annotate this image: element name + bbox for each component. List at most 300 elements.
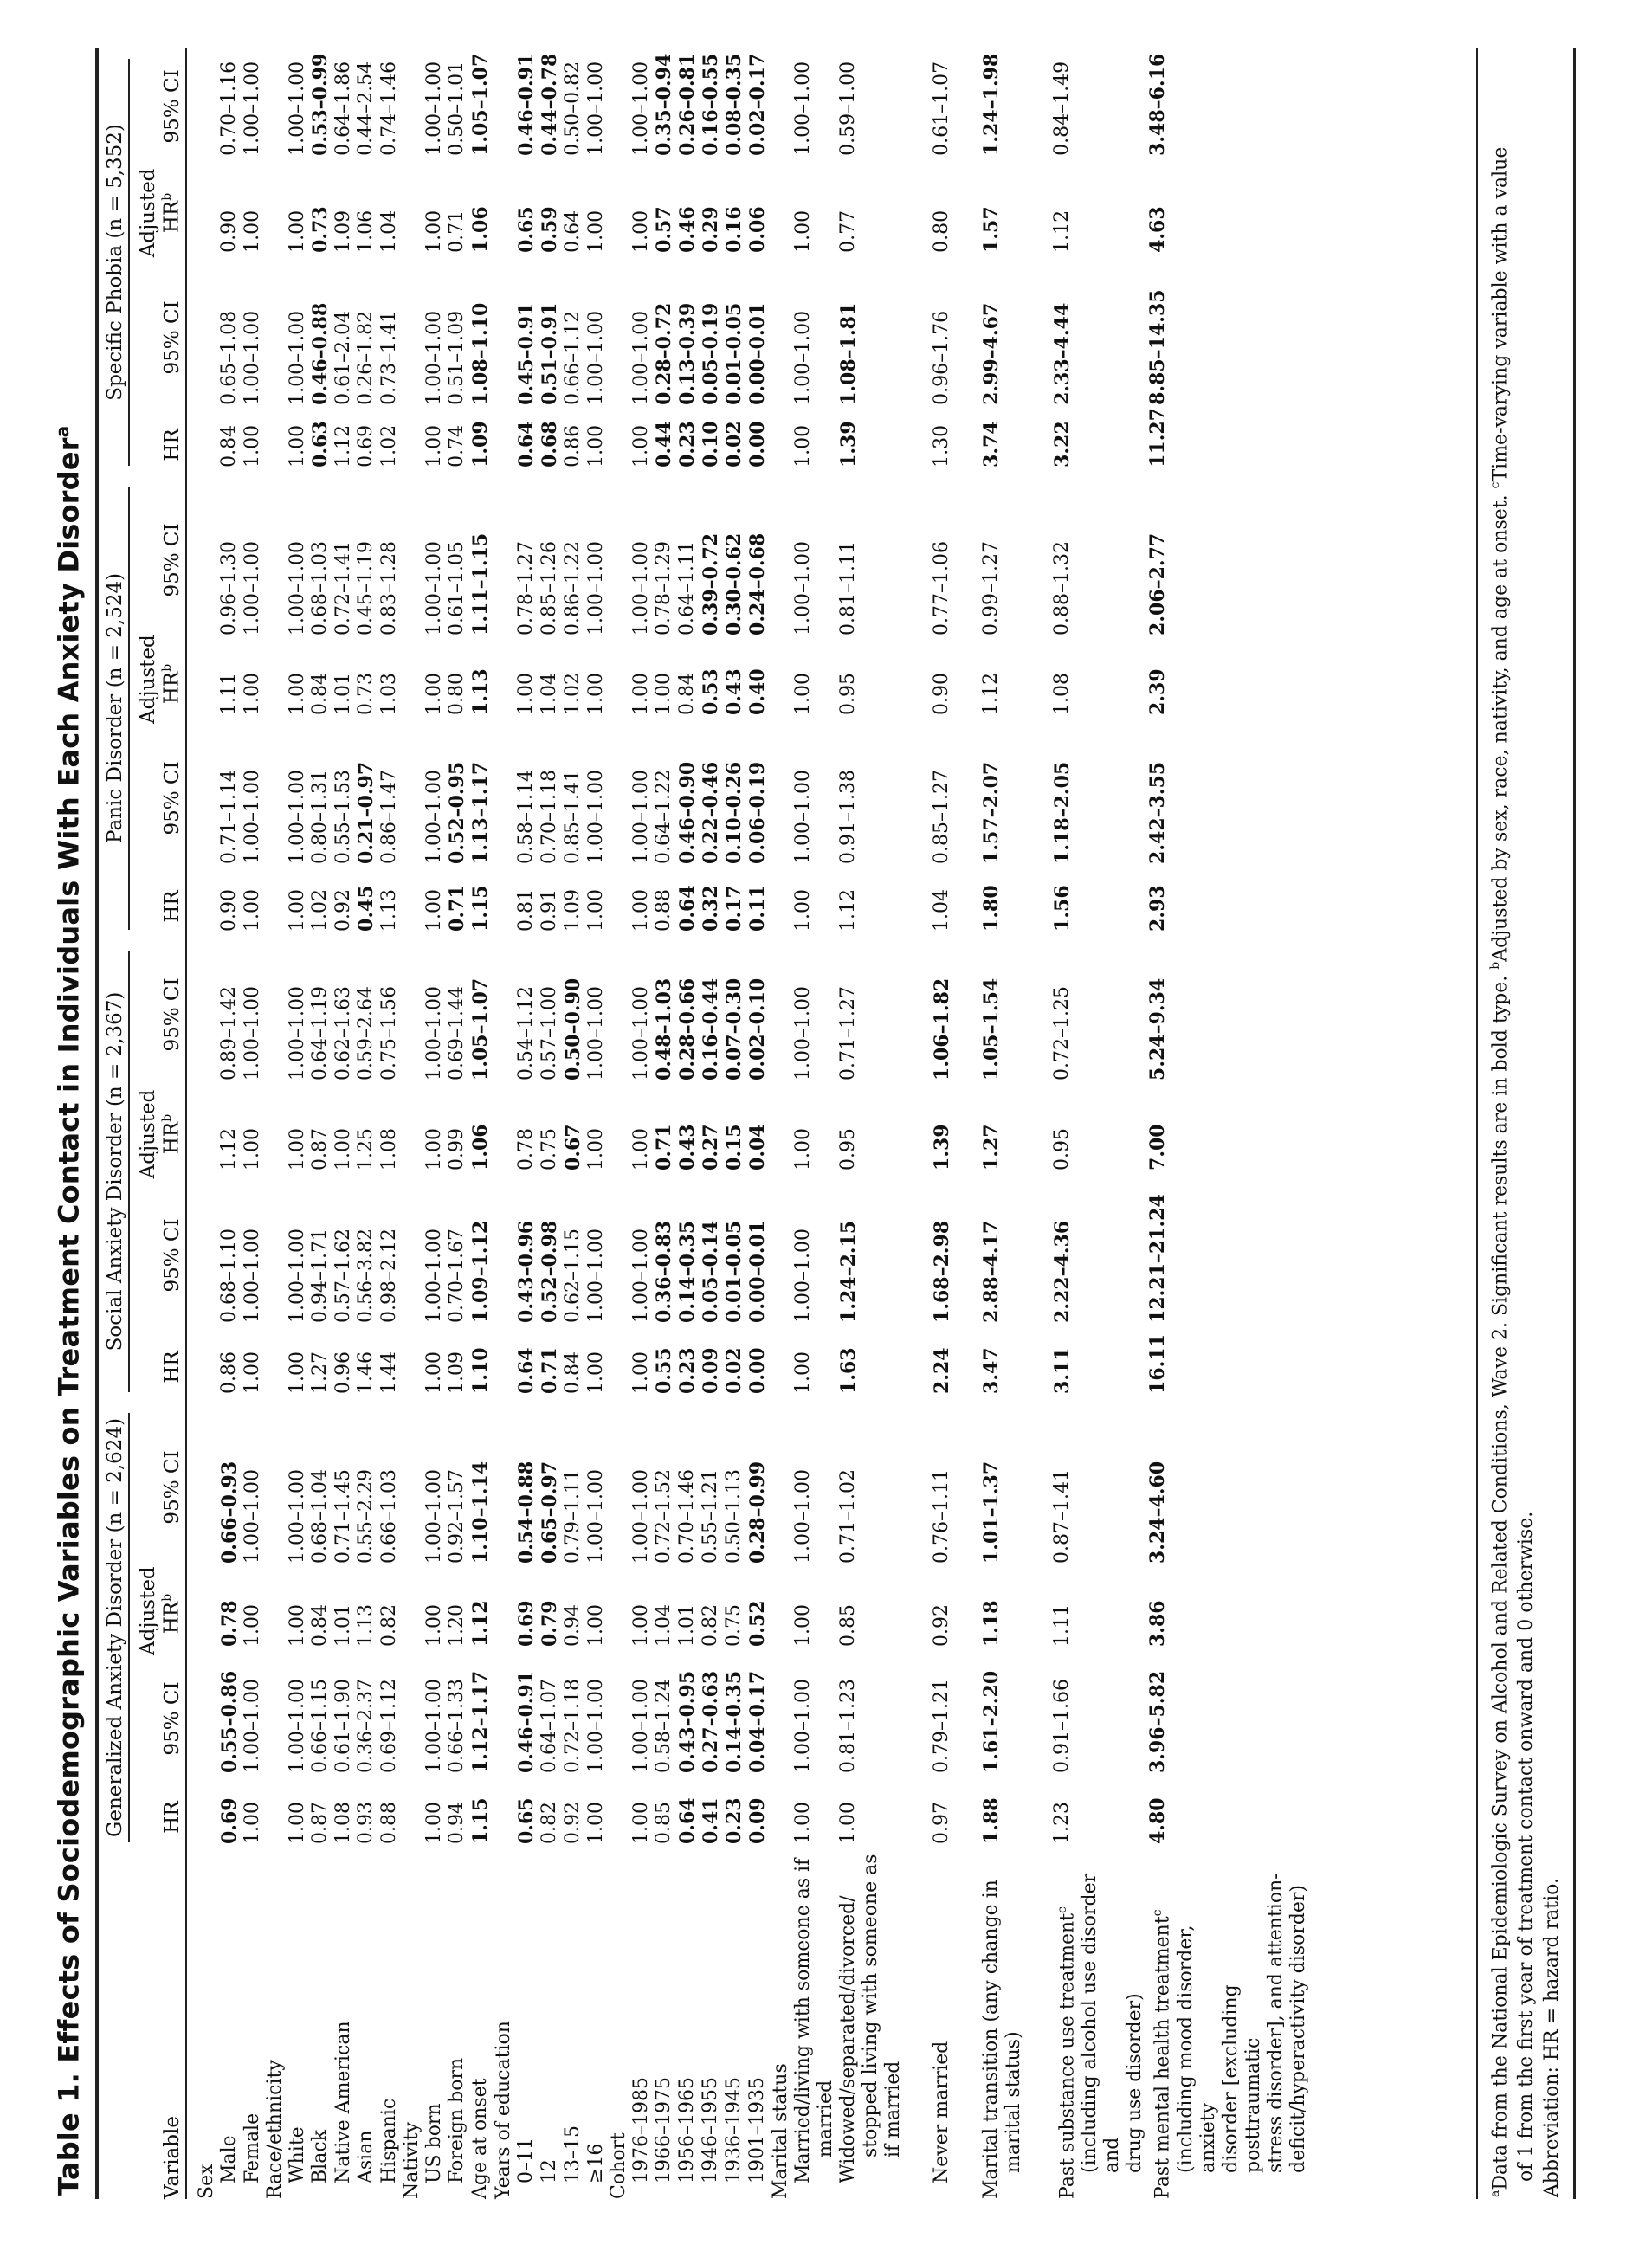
empty-cell [770,1655,792,1782]
empty-cell [493,476,515,644]
ci-value: 0.81–1.11 [837,540,859,635]
ci-value: 0.46–0.91 [515,1670,538,1773]
ci-value: 0.45–0.91 [515,302,538,405]
hr-value: 1.44 [378,1351,400,1394]
empty-cell [186,1179,218,1332]
hr-value: 1.00 [242,672,263,715]
ci-value: 1.24–2.15 [837,1220,860,1323]
column-header-adjusted-hr: Adjusted HR$^b$ [130,644,186,724]
empty-cell [608,1572,630,1655]
ci-value: 0.28–0.99 [746,1461,769,1564]
empty-cell [401,940,423,1089]
empty-cell [264,873,287,940]
hr-value: 1.00 [630,888,652,932]
empty-cell [264,1403,287,1572]
table-row [309,48,332,2199]
column-header-ci: 95% CI [130,261,186,414]
hr-value: 1.00 [242,888,263,932]
hr-value: 0.88 [378,1802,400,1844]
empty-cell [264,940,287,1089]
hr-value: 0.69 [355,424,377,468]
hr-value: 0.64 [676,885,699,932]
column-header-ci: 95% CI [130,1655,186,1782]
hr-value: 0.97 [931,1802,952,1844]
empty-cell [264,476,287,644]
row-label: Widowed/separated/divorced/ stopped living with someone as if married [837,1854,904,2183]
hr-value: 1.00 [287,1351,308,1394]
hr-value: 0.85 [653,1802,674,1844]
ci-value: 0.98–2.12 [378,1229,400,1323]
table-row [837,48,905,2199]
hr-value: 16.11 [1146,1334,1170,1394]
hr-value: 1.56 [1051,885,1074,932]
hr-value: 0.00 [746,1347,769,1394]
ci-value: 0.36–2.37 [355,1679,377,1773]
ci-value: 0.57–1.62 [332,1229,354,1323]
ci-value: 3.24–4.60 [1146,1461,1170,1564]
hr-value: 0.90 [931,672,952,715]
hr-value: 0.02 [723,1347,745,1394]
table-row [723,48,746,2199]
column-header-adjusted-ci: 95% CI [130,1403,186,1572]
hr-value: 0.78 [218,1600,241,1647]
empty-cell [186,940,218,1089]
ci-value: 1.09–1.12 [469,1220,492,1323]
empty-cell [608,644,630,724]
hr-value: 1.00 [287,210,308,253]
hr-value: 0.71 [446,210,468,253]
ci-value: 0.05–0.19 [700,302,722,405]
row-label: 1956–1965 [676,2077,698,2183]
ci-value: 1.00–1.00 [585,61,607,156]
column-header-ci: 95% CI [130,724,186,873]
hr-value: 1.00 [585,1802,607,1844]
ci-value: 0.77–1.06 [931,540,952,635]
ci-value: 0.46–0.90 [676,761,699,864]
ci-value: 1.00–1.00 [287,310,308,405]
empty-cell [493,724,515,873]
ci-value: 0.16–0.44 [700,977,722,1080]
ci-value: 0.71–1.02 [837,1469,859,1564]
hr-value: 0.64 [515,1347,538,1394]
category-row [493,48,515,2199]
ci-value: 0.22–0.46 [700,761,722,864]
empty-cell [264,724,287,873]
empty-cell [186,1655,218,1782]
row-label: Nativity [401,2122,423,2199]
ci-value: 2.22–4.36 [1051,1220,1074,1323]
empty-cell [770,644,792,724]
row-label: White [287,2126,308,2183]
hr-value: 0.65 [515,1797,538,1844]
table-row [378,48,401,2199]
hr-value: 0.55 [653,1347,675,1394]
ci-value: 0.72–1.52 [653,1469,674,1564]
ci-value: 0.43–0.96 [515,1220,538,1323]
hr-value: 1.00 [423,888,445,932]
empty-cell [608,476,630,644]
column-header-adjusted-ci: 95% CI [130,940,186,1089]
empty-cell [186,164,218,261]
ci-value: 0.61–2.04 [332,310,354,405]
hr-value: 1.00 [242,210,263,253]
ci-value: 1.00–1.00 [423,1469,445,1564]
column-header-adjusted-hr: Adjusted HR$^b$ [130,164,186,261]
table-title-text: Table 1. Effects of Sociodemographic Variables on Treatment Contact in Individuals With Each Anxiety Disorder [52,437,86,2196]
hr-value: 1.00 [423,1604,445,1647]
hr-value: 0.80 [446,672,468,715]
hr-value: 0.68 [539,421,561,468]
empty-cell [608,940,630,1089]
empty-cell [264,1782,287,1853]
row-label: US born [423,2103,445,2183]
ci-value: 0.68–1.03 [309,540,331,635]
hr-value: 1.08 [332,1802,354,1844]
ci-value: 0.70–1.46 [676,1469,698,1564]
hr-value: 1.00 [332,1128,354,1171]
ci-value: 1.00–1.00 [630,1469,652,1564]
hr-value: 0.71 [446,885,468,932]
hr-value: 0.86 [562,424,584,468]
hr-value: 0.92 [332,888,354,932]
category-row [264,48,287,2199]
ci-value: 0.54–1.12 [515,986,537,1080]
ci-value: 0.50–0.82 [562,61,584,156]
ci-value: 1.00–1.00 [585,1229,607,1323]
empty-cell [186,1403,218,1572]
empty-cell [770,1782,792,1853]
empty-cell [608,1403,630,1572]
hr-value: 1.01 [332,1604,354,1647]
table-row [1025,48,1146,2199]
hr-value: 1.00 [792,424,814,468]
hr-value: 1.00 [423,424,445,468]
hr-value: 1.13 [469,668,492,715]
hr-value: 0.95 [837,672,859,715]
row-label: 13–15 [562,2125,584,2183]
ci-value: 1.00–1.00 [287,1679,308,1773]
empty-cell [264,1179,287,1332]
hr-value: 0.93 [355,1802,377,1844]
hr-value: 1.39 [837,421,860,468]
empty-cell [493,1332,515,1403]
hr-value: 0.67 [562,1124,584,1171]
empty-cell [493,1655,515,1782]
hr-value: 0.59 [539,206,561,253]
hr-value: 0.00 [746,421,769,468]
table-row [446,48,469,2199]
ci-value: 0.14–0.35 [676,1220,699,1323]
table-header [100,48,186,2199]
hr-value: 1.20 [446,1604,468,1647]
empty-cell [608,1179,630,1332]
hr-value: 0.43 [723,668,745,715]
hr-value: 0.74 [446,424,468,468]
ci-value: 0.24–0.68 [746,532,769,635]
hr-value: 1.00 [792,1802,814,1844]
hr-value: 1.00 [423,1802,445,1844]
ci-value: 0.73–1.41 [378,310,400,405]
ci-value: 0.81–1.23 [837,1679,859,1773]
ci-value: 0.55–1.53 [332,769,354,864]
hr-value: 1.25 [355,1128,377,1171]
row-label: 1946–1955 [700,2077,721,2183]
ci-value: 0.05–0.14 [700,1220,722,1323]
ci-value: 0.51–0.91 [539,302,561,405]
column-header-row [130,48,186,2199]
ci-value: 2.33–4.44 [1051,302,1074,405]
hr-value: 1.00 [585,424,607,468]
ci-value: 0.55–2.29 [355,1469,377,1564]
hr-value: 0.46 [676,206,699,253]
column-header-variable: Variable [130,1853,186,2199]
ci-value: 0.71–1.27 [837,986,859,1080]
hr-value: 1.00 [515,672,537,715]
hr-value: 1.00 [423,210,445,253]
hr-value: 7.00 [1146,1124,1170,1171]
empty-cell [608,1782,630,1853]
ci-value: 1.00–1.00 [242,310,263,405]
hr-value: 0.57 [653,206,675,253]
hr-value: 4.80 [1146,1797,1170,1844]
hr-value: 0.80 [931,210,952,253]
hr-value: 3.86 [1146,1600,1170,1647]
row-label: Cohort [608,2132,629,2199]
hr-value: 1.15 [469,885,492,932]
hr-value: 1.00 [242,1351,263,1394]
ci-value: 1.00–1.00 [423,1229,445,1323]
hr-value: 0.09 [700,1347,722,1394]
ci-value: 0.39–0.72 [700,532,722,635]
hr-value: 1.00 [423,1351,445,1394]
ci-value: 1.00–1.00 [242,61,263,156]
empty-cell [186,48,218,164]
hr-value: 1.13 [378,888,400,932]
empty-cell [401,724,423,873]
ci-value: 0.66–1.03 [378,1469,400,1564]
table-row [746,48,770,2199]
hr-value: 0.77 [837,210,859,253]
hr-value: 0.79 [539,1600,561,1647]
hr-value: 1.06 [355,210,377,253]
empty-cell [608,1655,630,1782]
ci-value: 0.83–1.28 [378,540,400,635]
column-header-hr: HR [130,414,186,476]
ci-value: 0.28–0.66 [676,977,699,1080]
hr-value: 0.40 [746,668,769,715]
ci-value: 0.01–0.05 [723,302,745,405]
ci-value: 0.30–0.62 [723,532,745,635]
empty-cell [401,476,423,644]
empty-cell [770,1403,792,1572]
ci-value: 1.00–1.00 [630,310,652,405]
hr-value: 0.65 [515,206,538,253]
ci-value: 0.85–1.27 [931,769,952,864]
ci-value: 0.14–0.35 [723,1670,745,1773]
empty-cell [264,1655,287,1782]
ci-value: 1.24–1.98 [980,53,1003,156]
ci-value: 0.02–0.10 [746,977,769,1080]
ci-value: 0.64–1.86 [332,61,354,156]
hr-value: 0.82 [700,1604,721,1647]
column-header-ci: 95% CI [130,1179,186,1332]
ci-value: 0.75–1.56 [378,986,400,1080]
hr-value: 1.04 [653,1604,674,1647]
hr-value: 1.00 [242,1128,263,1171]
ci-value: 0.44–0.78 [539,53,561,156]
hr-value: 1.12 [332,424,354,468]
ci-value: 0.78–1.27 [515,540,537,635]
hr-value: 1.00 [630,1802,652,1844]
empty-cell [401,644,423,724]
note-line-1: $^a$Data from the National Epidemiologic Survey on Alcohol and Related Conditions, Wave 2. Significant results are in bold type. $^b$Adjusted by sex, race, nativity, and age at onset. $^c$Time-varying variable with a value [1488,146,1512,2197]
hr-value: 0.90 [218,210,240,253]
table-row [905,48,954,2199]
ci-value: 2.99–4.67 [980,302,1003,405]
hr-value: 0.91 [539,888,560,932]
empty-cell [770,940,792,1089]
table-notes [1482,50,1565,2197]
hr-value: 1.00 [630,424,652,468]
ci-value: 0.46–0.88 [309,302,332,405]
empty-cell [264,1089,287,1179]
ci-value: 0.96–1.30 [218,540,240,635]
ci-value: 2.06–2.77 [1146,532,1170,635]
hr-value: 0.32 [700,885,722,932]
hr-value: 1.00 [287,672,308,715]
ci-value: 1.00–1.00 [585,310,607,405]
row-label: Marital status [770,2063,791,2199]
ci-value: 0.72–1.18 [562,1679,584,1773]
table-row [585,48,608,2199]
hr-value: 1.00 [242,1802,263,1844]
hr-value: 0.99 [446,1128,468,1171]
ci-value: 1.00–1.00 [585,769,607,864]
ci-value: 0.54–0.88 [515,1461,538,1564]
ci-value: 1.00–1.00 [630,61,652,156]
hr-value: 1.57 [980,206,1003,253]
hr-value: 0.29 [700,206,722,253]
ci-value: 1.00–1.00 [287,61,308,156]
table-row [242,48,264,2199]
hr-value: 1.46 [355,1351,377,1394]
empty-cell [264,261,287,414]
ci-value: 1.08–1.81 [837,302,860,405]
table-row [515,48,539,2199]
hr-value: 0.84 [218,424,240,468]
hr-value: 1.08 [378,1128,400,1171]
hr-value: 1.00 [792,1128,814,1171]
ci-value: 0.58–1.24 [653,1679,674,1773]
ci-value: 0.48–1.03 [653,977,675,1080]
hr-value: 1.00 [792,888,814,932]
empty-cell [401,164,423,261]
table-row [218,48,242,2199]
row-label: Never married [931,2041,952,2183]
empty-cell [401,1332,423,1403]
ci-value: 0.56–3.82 [355,1229,377,1323]
empty-cell [608,414,630,476]
hr-value: 1.09 [562,888,584,932]
group-header-sad: Social Anxiety Disorder (n = 2,367) [100,940,130,1403]
ci-value: 0.71–1.45 [332,1469,354,1564]
ci-value: 1.00–1.00 [287,1229,308,1323]
row-label: Black [309,2130,331,2183]
hr-value: 1.00 [423,672,445,715]
row-label: Past substance use treatment$^c$ (including alcohol use disorder and drug use disorder) [1055,1873,1146,2199]
ci-value: 0.64–1.19 [309,986,331,1080]
hr-value: 1.00 [242,424,263,468]
hr-value: 0.92 [562,1802,584,1844]
ci-value: 0.69–1.12 [378,1679,400,1773]
ci-value: 1.00–1.00 [287,540,308,635]
hr-value: 0.44 [653,421,675,468]
table-row [539,48,562,2199]
ci-value: 0.74–1.46 [378,61,400,156]
empty-cell [401,48,423,164]
column-header-adjusted-ci: 95% CI [130,476,186,644]
hr-value: 0.06 [746,206,769,253]
empty-cell [264,644,287,724]
empty-cell [186,1572,218,1655]
ci-value: 1.01–1.37 [980,1461,1003,1564]
hr-value: 1.00 [630,1351,652,1394]
ci-value: 0.89–1.42 [218,986,240,1080]
ci-value: 1.00–1.00 [287,1469,308,1564]
hr-value: 0.71 [539,1347,561,1394]
ci-value: 1.57–2.07 [980,761,1003,864]
hr-value: 1.00 [585,672,607,715]
hr-value: 0.82 [539,1802,560,1844]
ci-value: 1.00–1.00 [630,540,652,635]
ci-value: 0.43–0.95 [676,1670,699,1773]
ci-value: 0.59–1.00 [837,61,859,156]
hr-value: 1.01 [676,1604,698,1647]
empty-cell [401,1782,423,1853]
row-label: Male [218,2135,240,2183]
empty-cell [264,164,287,261]
hr-value: 1.11 [218,672,240,715]
ci-value: 0.99–1.27 [980,540,1002,635]
ci-value: 0.79–1.21 [931,1679,952,1773]
empty-cell [264,1572,287,1655]
row-label: Race/ethnicity [264,2060,286,2199]
hr-value: 1.12 [469,1600,492,1647]
hr-value: 1.08 [1051,672,1073,715]
empty-cell [493,164,515,261]
hr-value: 1.00 [585,1128,607,1171]
empty-cell [493,1089,515,1179]
empty-cell [186,1332,218,1403]
empty-cell [608,164,630,261]
ci-value: 1.68–2.98 [931,1220,953,1323]
hr-value: 3.11 [1051,1347,1074,1394]
ci-value: 0.70–1.67 [446,1229,468,1323]
hr-value: 1.02 [378,424,400,468]
ci-value: 0.80–1.31 [309,769,331,864]
hr-value: 3.74 [980,421,1003,468]
ci-value: 0.28–0.72 [653,302,675,405]
hr-value: 0.78 [515,1128,537,1171]
ci-value: 0.46–0.91 [515,53,538,156]
hr-value: 1.03 [378,672,400,715]
ci-value: 0.26–0.81 [676,53,699,156]
empty-cell [493,414,515,476]
column-header-hr: HR [130,873,186,940]
hr-value: 1.11 [1051,1604,1073,1647]
ci-value: 0.66–0.93 [218,1461,241,1564]
ci-value: 3.96–5.82 [1146,1670,1170,1773]
